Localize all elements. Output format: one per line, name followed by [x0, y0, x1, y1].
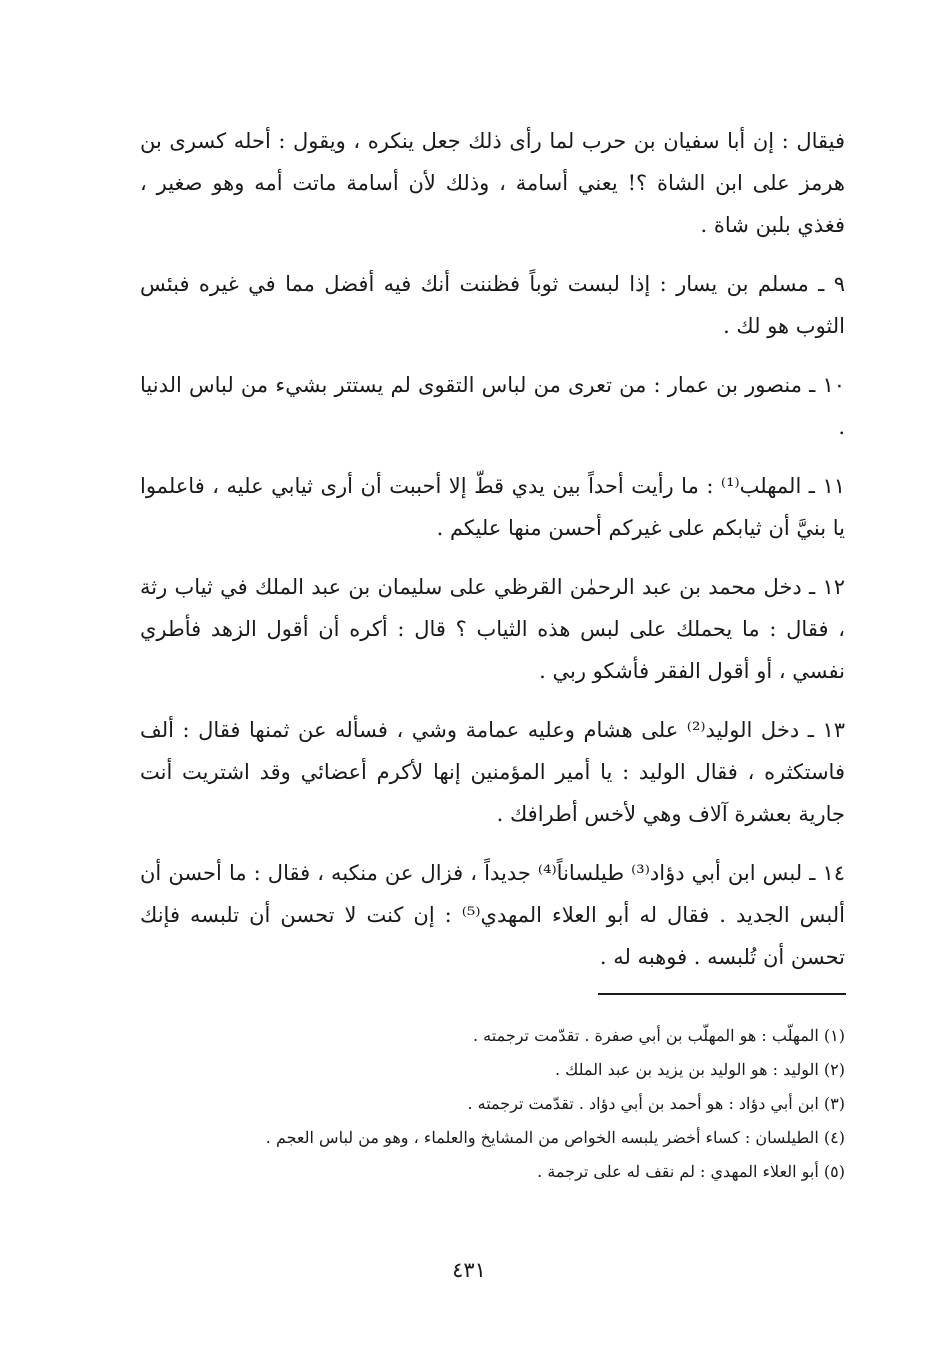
paragraph-12-al-qurazi: ١٢ ـ دخل محمد بن عبد الرحمٰن القرظي على سليمان بن عبد الملك في ثياب رثة ، فقال : ما يحملك على لبس هذه الثياب ؟ قال : أكره أن أقول الزهد فأطري نفسي ، أو أقول الفقر فأشكو ربي . — [140, 575, 845, 683]
body-text — [140, 120, 845, 995]
footnote-5: (٥) أبو العلاء المهدي : لم نقف له على ترجمة . — [537, 1162, 845, 1181]
paragraph-14-ibn-abi-duad: ١٤ ـ لبس ابن أبي دؤاد⁽³⁾ طيلساناً⁽⁴⁾ جديداً ، فزال عن منكبه ، فقال : ما أحسن أن ألبس الجديد . فقال له أبو العلاء المهدي⁽⁵⁾ : إن كنت لا تحسن أن تلبسه فإنك تحسن أن تُلبسه . فوهبه له . — [140, 861, 845, 969]
paragraph-13-al-walid: ١٣ ـ دخل الوليد⁽²⁾ على هشام وعليه عمامة وشي ، فسأله عن ثمنها فقال : ألف فاستكثره ، فقال الوليد : يا أمير المؤمنين إنها لأكرم أعضائي وقد اشتريت أنت جارية بعشرة آلاف وهي لأخس أطرافك . — [140, 718, 845, 826]
page-number: ٤٣١ — [452, 1258, 486, 1282]
paragraph-10-mansur-bin-ammar: ١٠ ـ منصور بن عمار : من تعرى من لباس التقوى لم يستتر بشيء من لباس الدنيا . — [140, 373, 845, 439]
paragraph-9-muslim-bin-yasar: ٩ ـ مسلم بن يسار : إذا لبست ثوباً فظننت أنك فيه أفضل مما في غيره فبئس الثوب هو لك . — [140, 272, 845, 338]
footnotes — [140, 1021, 845, 1191]
footnote-3: (٣) ابن أبي دؤاد : هو أحمد بن أبي دؤاد . تقدّمت ترجمته . — [467, 1094, 845, 1113]
footnote-4: (٤) الطيلسان : كساء أخضر يلبسه الخواص من المشايخ والعلماء ، وهو من لباس العجم . — [265, 1128, 845, 1147]
footnote-divider — [598, 993, 846, 995]
footnote-1: (١) المهلّب : هو المهلّب بن أبي صفرة . تقدّمت ترجمته . — [472, 1026, 845, 1045]
paragraph-abu-sufyan: فيقال : إن أبا سفيان بن حرب لما رأى ذلك جعل ينكره ، ويقول : أحله كسرى بن هرمز على ابن الشاة ؟! يعني أسامة ، وذلك لأن أسامة ماتت أمه وهو صغير ، فغذي بلبن شاة . — [140, 129, 845, 237]
paragraph-11-al-muhallab: ١١ ـ المهلب⁽¹⁾ : ما رأيت أحداً بين يدي قطّ إلا أحببت أن أرى ثيابي عليه ، فاعلموا يا بنيَّ أن ثيابكم على غيركم أحسن منها عليكم . — [140, 474, 845, 540]
footnote-2: (٢) الوليد : هو الوليد بن يزيد بن عبد الملك . — [554, 1060, 845, 1079]
